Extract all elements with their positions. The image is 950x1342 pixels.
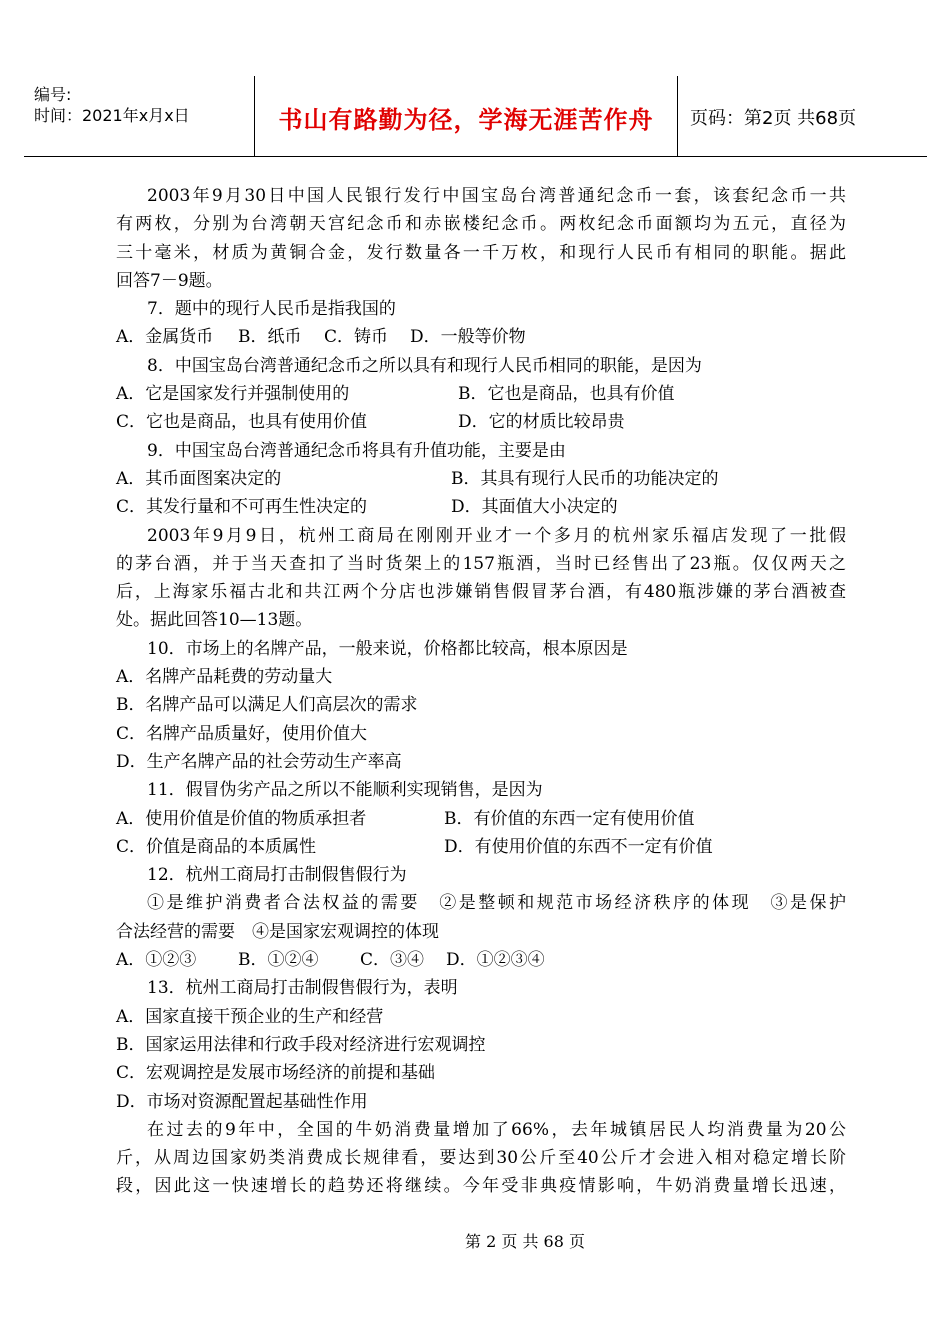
question-stem: 7．题中的现行人民币是指我国的 xyxy=(147,299,396,320)
question-stem: 9．中国宝岛台湾普通纪念币将具有升值功能，主要是由 xyxy=(147,440,566,461)
option-c: C．③④ xyxy=(360,950,425,971)
option-b: B．它也是商品，也具有价值 xyxy=(458,384,675,405)
option-a: A．它是国家发行并强制使用的 xyxy=(116,384,350,405)
page-footer: 第 2 页 共 68 页 xyxy=(465,1232,585,1251)
option-d: D．一般等价物 xyxy=(410,327,526,348)
option-c: C．价值是商品的本质属性 xyxy=(116,836,317,857)
option-a: A．其币面图案决定的 xyxy=(116,468,282,489)
document-number-label: 编号: xyxy=(34,85,72,104)
option-a: A．国家直接干预企业的生产和经营 xyxy=(116,1006,384,1027)
option-a: A．使用价值是价值的物质承担者 xyxy=(116,808,367,829)
option-a: A．金属货币 xyxy=(116,327,214,348)
option-row xyxy=(116,408,846,436)
option-a: A．①②③ xyxy=(116,950,197,971)
passage-line: 三十毫米，材质为黄铜合金，发行数量各一千万枚，和现行人民币有相同的职能。据此 xyxy=(116,242,846,263)
header-motto-cell xyxy=(255,76,678,156)
option-b: B．纸币 xyxy=(238,327,302,348)
option-b: B．①②④ xyxy=(238,950,319,971)
header-page-cell xyxy=(678,76,927,156)
option-row xyxy=(116,946,846,974)
option-b: B．有价值的东西一定有使用价值 xyxy=(444,808,695,829)
statement-line: 合法经营的需要 ④是国家宏观调控的体现 xyxy=(116,921,439,942)
passage-line: 的茅台酒，并于当天查扣了当时货架上的157瓶酒，当时已经售出了23瓶。仅仅两天之 xyxy=(116,553,846,574)
passage-line: 2003年9月9日，杭州工商局在刚刚开业才一个多月的杭州家乐福店发现了一批假 xyxy=(147,525,846,546)
option-row xyxy=(116,493,846,521)
page-header xyxy=(24,76,927,157)
passage-line: 后，上海家乐福古北和共江两个分店也涉嫌销售假冒茅台酒，有480瓶涉嫌的茅台酒被查 xyxy=(116,582,846,603)
option-d: D．市场对资源配置起基础性作用 xyxy=(116,1091,368,1112)
option-c: C．宏观调控是发展市场经济的前提和基础 xyxy=(116,1063,436,1084)
question-stem: 12．杭州工商局打击制假售假行为 xyxy=(147,865,407,886)
option-a: A．名牌产品耗费的劳动量大 xyxy=(116,667,333,688)
passage-line: 有两枚，分别为台湾朝天宫纪念币和赤嵌楼纪念币。两枚纪念币面额均为五元，直径为 xyxy=(116,214,846,235)
document-body xyxy=(116,182,846,1201)
option-row xyxy=(116,465,846,493)
passage-line: 在过去的9年中，全国的牛奶消费量增加了66%，去年城镇居民人均消费量为20公 xyxy=(147,1119,846,1140)
statement-line: ①是维护消费者合法权益的需要 ②是整顿和规范市场经济秩序的体现 ③是保护 xyxy=(147,893,846,914)
option-row xyxy=(116,833,846,861)
question-stem: 8．中国宝岛台湾普通纪念币之所以具有和现行人民币相同的职能，是因为 xyxy=(147,355,702,376)
option-b: B．国家运用法律和行政手段对经济进行宏观调控 xyxy=(116,1034,486,1055)
option-c: C．铸币 xyxy=(324,327,389,348)
option-row xyxy=(116,380,846,408)
option-c: C．它也是商品，也具有使用价值 xyxy=(116,412,368,433)
passage-line: 处。据此回答10—13题。 xyxy=(116,610,313,631)
document-time-label: 时间：2021年x月x日 xyxy=(34,106,190,125)
option-d: D．其面值大小决定的 xyxy=(451,497,618,518)
option-d: D．生产名牌产品的社会劳动生产率高 xyxy=(116,751,402,772)
option-b: B．其具有现行人民币的功能决定的 xyxy=(451,468,719,489)
question-stem: 10．市场上的名牌产品，一般来说，价格都比较高，根本原因是 xyxy=(147,638,628,659)
option-d: D．有使用价值的东西不一定有价值 xyxy=(444,836,713,857)
passage-line: 斤，从周边国家奶类消费成长规律看，要达到30公斤至40公斤才会进入相对稳定增长阶 xyxy=(116,1148,846,1169)
header-page-info: 页码：第2页 共68页 xyxy=(690,108,857,129)
option-row xyxy=(116,805,846,833)
option-c: C．名牌产品质量好，使用价值大 xyxy=(116,723,368,744)
option-row xyxy=(116,323,846,351)
option-d: D．①②③④ xyxy=(446,950,545,971)
question-stem: 11．假冒伪劣产品之所以不能顺利实现销售，是因为 xyxy=(147,780,543,801)
header-left-cell xyxy=(24,76,255,156)
passage-line: 段，因此这一快速增长的趋势还将继续。今年受非典疫情影响，牛奶消费量增长迅速， xyxy=(116,1176,846,1197)
passage-line: 2003年9月30日中国人民银行发行中国宝岛台湾普通纪念币一套，该套纪念币一共 xyxy=(147,186,846,206)
question-stem: 13．杭州工商局打击制假售假行为，表明 xyxy=(147,978,458,999)
option-c: C．其发行量和不可再生性决定的 xyxy=(116,497,368,518)
passage-line: 回答7－9题。 xyxy=(116,270,223,291)
option-d: D．它的材质比较昂贵 xyxy=(458,412,625,433)
header-motto: 书山有路勤为径，学海无涯苦作舟 xyxy=(278,106,654,134)
option-b: B．名牌产品可以满足人们高层次的需求 xyxy=(116,695,418,716)
